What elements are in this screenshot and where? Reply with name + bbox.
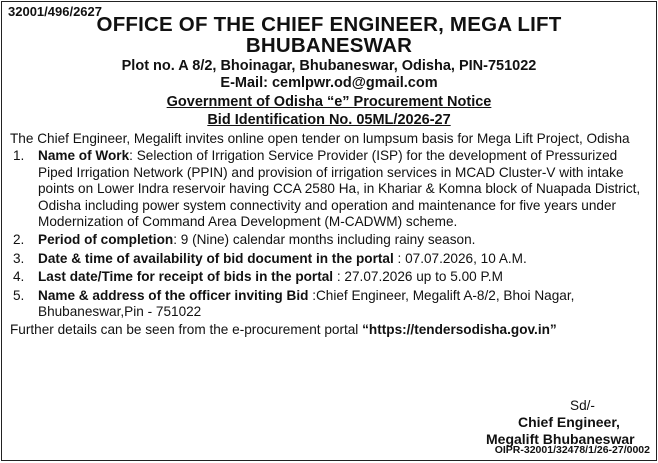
item-text: : 07.07.2026, 10 A.M.: [393, 250, 527, 266]
list-item: [10, 148, 648, 230]
list-item: [10, 251, 648, 267]
item-number: 2.: [13, 232, 25, 248]
signatory-office: Megalift Bhubaneswar: [486, 430, 635, 447]
item-text: :Chief Engineer, Megalift A-8/2, Bhoi Nagar, Bhubaneswar,Pin - 751022: [38, 287, 575, 320]
signature-sd: Sd/-: [570, 398, 595, 413]
item-text: : 9 (Nine) calendar months including rainy season.: [173, 232, 476, 248]
signatory-title: Chief Engineer,: [518, 414, 620, 431]
tender-items-list: [10, 148, 648, 320]
list-item: [10, 288, 648, 321]
office-title: OFFICE OF THE CHIEF ENGINEER, MEGA LIFT: [96, 13, 562, 36]
item-text: : Selection of Irrigation Service Provider (ISP) for the development of Pressurized Piped Irrigation Network (PPIN) and provision of irrigation services in MCAD Cluster-V with intake points on Lower Indra reservoir having CCA 2580 Ha, in Khariar & Komna block of Nuapada District, Odisha including power system connectivity and operation and maintenance for five years under Modernization of Command Area Development (M-CADWM) scheme.: [38, 148, 641, 230]
further-details: [10, 322, 648, 338]
intro-paragraph: The Chief Engineer, Megalift invites online open tender on lumpsum basis for Mega Lift Project, Odisha: [10, 131, 630, 146]
list-item: [10, 269, 648, 285]
reference-number-top: 32001/496/2627: [8, 4, 102, 19]
item-number: 5.: [13, 287, 25, 303]
bid-identification: Bid Identification No. 05ML/2026-27: [207, 112, 451, 128]
item-label: Name & address of the officer inviting Bid: [38, 287, 309, 303]
office-city: BHUBANESWAR: [245, 34, 413, 57]
tender-notice: [1, 1, 657, 461]
item-number: 3.: [13, 250, 25, 266]
item-text: : 27.07.2026 up to 5.00 P.M: [333, 269, 503, 285]
reference-number-bottom: OIPR-32001/32478/1/26-27/0002: [494, 443, 650, 456]
item-number: 1.: [13, 148, 25, 164]
signature-block: [482, 398, 642, 447]
item-number: 4.: [13, 269, 25, 285]
item-label: Period of completion: [38, 232, 174, 248]
office-email: E-Mail: cemlpwr.od@gmail.com: [220, 75, 438, 91]
list-item: [10, 232, 648, 248]
item-label: Date & time of availability of bid document in the portal: [38, 250, 394, 266]
portal-url: “https://tendersodisha.gov.in”: [362, 322, 557, 338]
office-address: Plot no. A 8/2, Bhoinagar, Bhubaneswar, Odisha, PIN-751022: [121, 58, 537, 74]
notice-title: Government of Odisha “e” Procurement Notice: [166, 94, 492, 110]
item-label: Last date/Time for receipt of bids in the portal: [38, 269, 334, 285]
item-label: Name of Work: [38, 148, 130, 164]
further-details-text: Further details can be seen from the e-procurement portal: [10, 322, 363, 338]
